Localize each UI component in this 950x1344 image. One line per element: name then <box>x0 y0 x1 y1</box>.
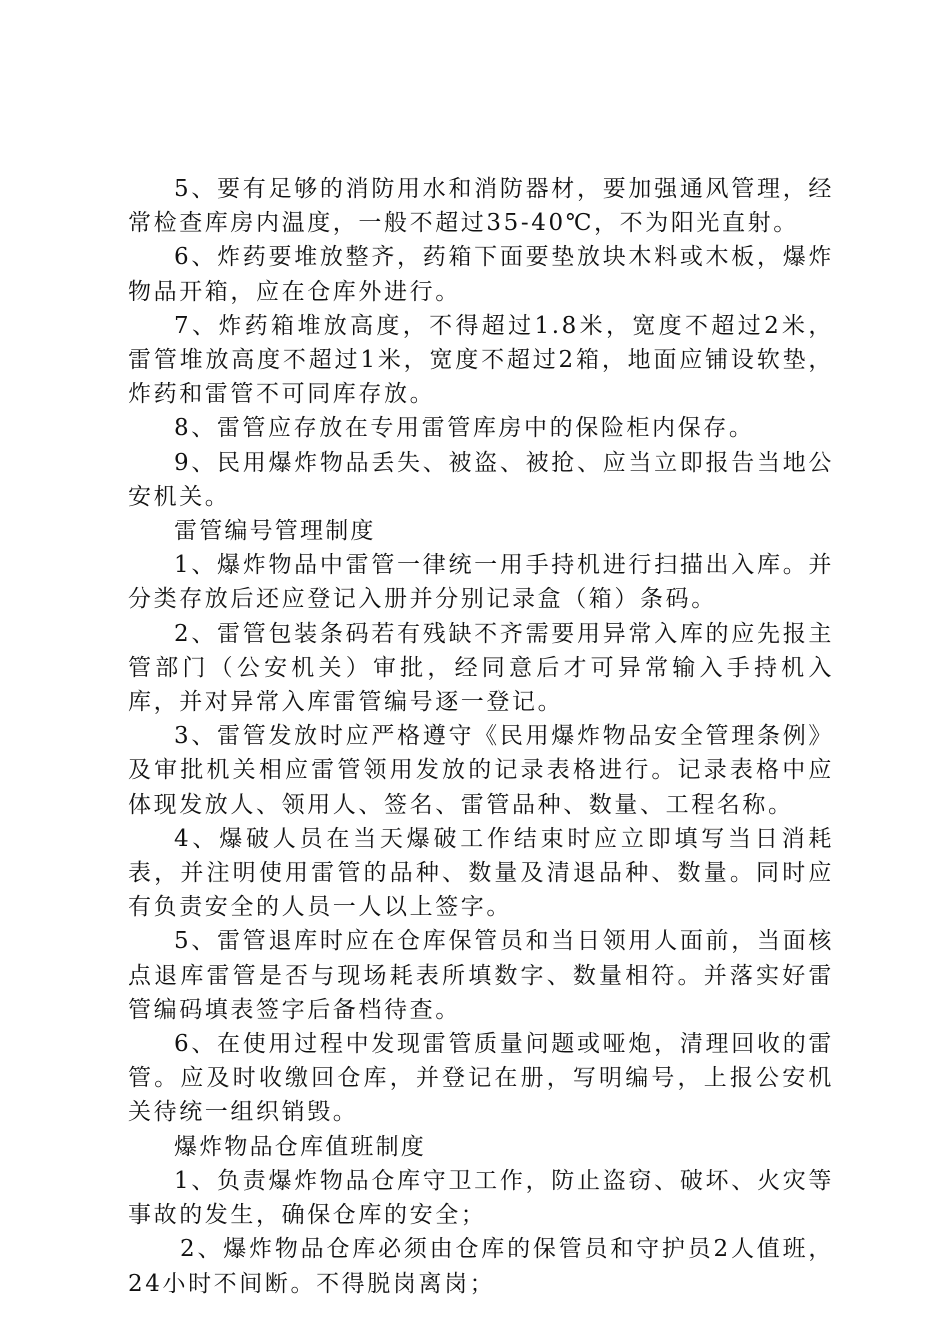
paragraph-detonator-storage: 8、雷管应存放在专用雷管库房中的保险柜内保存。 <box>174 415 755 442</box>
paragraph-duty-staffing: 2、爆炸物品仓库必须由仓库的保管员和守护员2人值班，24小时不间断。不得脱岗离岗； <box>128 1236 834 1297</box>
paragraph-issuing-rules: 3、雷管发放时应严格遵守《民用爆炸物品安全管理条例》及审批机关相应雷管领用发放的记录表格进行。记录表格中应体现发放人、领用人、签名、雷管品种、数量、工程名称。 <box>128 723 834 818</box>
section-heading-warehouse-duty: 爆炸物品仓库值班制度 <box>174 1133 426 1160</box>
paragraph-explosive-stacking: 6、炸药要堆放整齐，药箱下面要垫放块木料或木板，爆炸物品开箱，应在仓库外进行。 <box>128 244 834 305</box>
paragraph-fire-safety: 5、要有足够的消防用水和消防器材，要加强通风管理，经常检查库房内温度，一般不超过35-40℃，不为阳光直射。 <box>128 176 834 237</box>
section-heading-detonator-numbering: 雷管编号管理制度 <box>174 518 376 545</box>
paragraph-barcode-exception: 2、雷管包装条码若有残缺不齐需要用异常入库的应先报主管部门（公安机关）审批，经同意后才可异常输入手持机入库，并对异常入库雷管编号逐一登记。 <box>128 620 834 716</box>
paragraph-consumption-log: 4、爆破人员在当天爆破工作结束时应立即填写当日消耗表，并注明使用雷管的品种、数量及清退品种、数量。同时应有负责安全的人员一人以上签字。 <box>128 825 834 921</box>
paragraph-stack-height: 7、炸药箱堆放高度，不得超过1.8米，宽度不超过2米，雷管堆放高度不超过1米，宽度不超过2箱，地面应铺设软垫，炸药和雷管不可同库存放。 <box>128 312 834 408</box>
paragraph-loss-report: 9、民用爆炸物品丢失、被盗、被抢、应当立即报告当地公安机关。 <box>128 449 834 510</box>
paragraph-defect-recovery: 6、在使用过程中发现雷管质量问题或哑炮，清理回收的雷管。应及时收缴回仓库，并登记在册，写明编号，上报公安机关待统一组织销毁。 <box>128 1031 834 1126</box>
paragraph-scan-inventory: 1、爆炸物品中雷管一律统一用手持机进行扫描出入库。并分类存放后还应登记入册并分别记录盒（箱）条码。 <box>128 552 834 613</box>
document-body <box>128 172 834 1301</box>
paragraph-guard-duty: 1、负责爆炸物品仓库守卫工作，防止盗窃、破坏、火灾等事故的发生，确保仓库的安全； <box>128 1167 834 1229</box>
paragraph-return-check: 5、雷管退库时应在仓库保管员和当日领用人面前，当面核点退库雷管是否与现场耗表所填数字、数量相符。并落实好雷管编码填表签字后备档待查。 <box>128 928 834 1023</box>
